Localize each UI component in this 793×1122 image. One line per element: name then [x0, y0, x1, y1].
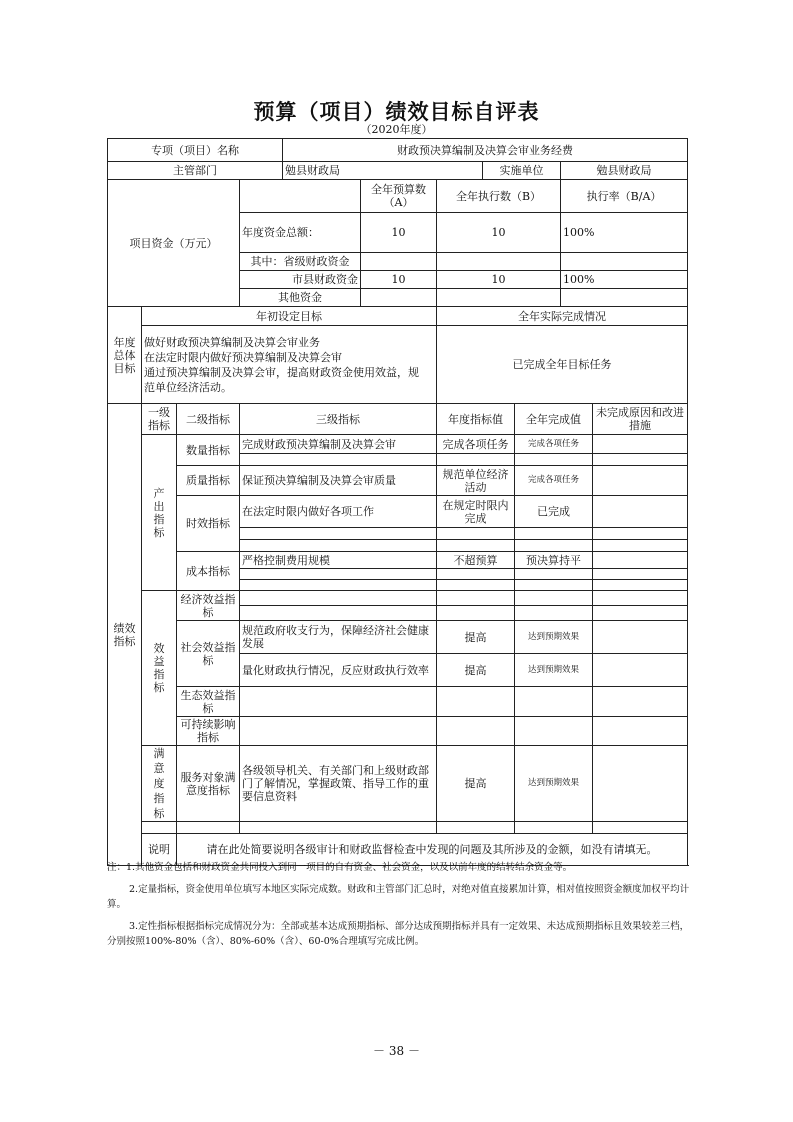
satisfaction-indicator-label: 满意度指标	[142, 746, 177, 822]
footnote: 3.定性指标根据指标完成情况分为：全部或基本达成预期指标、部分达成预期指标并具有一定效果、未达成预期指标且效果较差三档，分别按照100%-80%（含）、80%-60%（含）、60-0%合理填写完成比例。	[107, 921, 690, 947]
footnote: 注：1.其他资金包括和财政资金共同投入到同一项目的自有资金、社会资金，以及以前年度的结转结余资金等。	[107, 862, 573, 873]
dept-value: 勉县财政局	[283, 162, 483, 180]
indicator-target: 不超预算	[437, 552, 515, 569]
indicator-done: 达到预期效果	[515, 621, 593, 654]
table-row	[108, 180, 688, 213]
table-row	[108, 435, 688, 454]
indicator-done: 达到预期效果	[515, 746, 593, 822]
dept-label: 主管部门	[108, 162, 283, 180]
table-row	[108, 552, 688, 569]
indicator-desc: 各级领导机关、有关部门和上级财政部门了解情况，掌握政策、指导工作的重要信息资料	[240, 746, 437, 822]
actual-result-text: 已完成全年目标任务	[437, 326, 688, 404]
table-row	[108, 746, 688, 822]
indicator-target: 提高	[437, 621, 515, 654]
table-row	[108, 326, 688, 404]
goal-line: 通过预决算编制及决算会审，提高财政资金使用效益，规范单位经济活动。	[144, 365, 419, 394]
col-budget: 全年预算数（A）	[361, 180, 437, 213]
project-name-value: 财政预决算编制及决算会审业务经费	[283, 139, 688, 162]
funds-budget-value	[361, 289, 437, 307]
col-reason: 未完成原因和改进措施	[593, 404, 688, 435]
timeliness-indicator: 时效指标	[177, 496, 240, 552]
indicator-done: 完成各项任务	[515, 466, 593, 496]
funds-row-label: 其他资金	[240, 289, 361, 307]
indicator-target: 完成各项任务	[437, 435, 515, 454]
table-row	[108, 466, 688, 496]
output-indicator-label: 产出指标	[142, 435, 177, 591]
indicator-done: 已完成	[515, 496, 593, 528]
indicator-desc: 严格控制费用规模	[240, 552, 437, 569]
annual-goal-label: 年度总体目标	[108, 307, 142, 404]
indicator-desc: 完成财政预决算编制及决算会审	[240, 435, 437, 454]
economic-indicator: 经济效益指标	[177, 591, 240, 621]
social-indicator: 社会效益指标	[177, 621, 240, 687]
funds-rate-value: 100%	[561, 271, 688, 289]
col-exec: 全年执行数（B）	[437, 180, 561, 213]
service-satisfaction-indicator: 服务对象满意度指标	[177, 746, 240, 822]
impl-value: 勉县财政局	[561, 162, 688, 180]
funds-label: 项目资金（万元）	[108, 180, 240, 307]
initial-goal-header: 年初设定目标	[142, 307, 437, 326]
funds-exec-value	[437, 289, 561, 307]
cost-indicator: 成本指标	[177, 552, 240, 591]
col-level1: 一级指标	[142, 404, 177, 435]
indicator-desc: 保证预决算编制及决算会审质量	[240, 466, 437, 496]
indicator-target: 提高	[437, 654, 515, 687]
goal-line: 在法定时限内做好预决算编制及决算会审	[144, 350, 342, 364]
funds-rate-value: 100%	[561, 213, 688, 253]
indicator-target: 提高	[437, 746, 515, 822]
explain-text: 请在此处简要说明各级审计和财政监督检查中发现的问题及其所涉及的金额，如没有请填无。	[177, 834, 688, 866]
table-row	[108, 162, 688, 180]
table-row	[108, 717, 688, 746]
funds-exec-value: 10	[437, 271, 561, 289]
indicator-done: 预决算持平	[515, 552, 593, 569]
effect-indicator-label: 效益指标	[142, 591, 177, 746]
page-title: 预算（项目）绩效目标自评表	[253, 99, 540, 124]
col-rate: 执行率（B/A）	[561, 180, 688, 213]
table-row	[108, 404, 688, 435]
page-number: － 38 －	[373, 1044, 420, 1058]
indicator-target: 在规定时限内完成	[437, 496, 515, 528]
col-level3: 三级指标	[240, 404, 437, 435]
indicator-desc: 在法定时限内做好各项工作	[240, 496, 437, 528]
funds-exec-value	[437, 253, 561, 271]
quality-indicator: 质量指标	[177, 466, 240, 496]
sustainable-indicator: 可持续影响指标	[177, 717, 240, 746]
table-row	[108, 591, 688, 606]
col-level2: 二级指标	[177, 404, 240, 435]
funds-budget-value: 10	[361, 213, 437, 253]
indicator-target: 规范单位经济活动	[437, 466, 515, 496]
table-row	[108, 621, 688, 654]
initial-goal-text	[142, 326, 437, 404]
indicator-done: 完成各项任务	[515, 435, 593, 454]
funds-row-label: 年度资金总额：	[240, 213, 361, 253]
table-row	[108, 822, 688, 834]
self-evaluation-table	[107, 138, 688, 866]
funds-exec-value: 10	[437, 213, 561, 253]
funds-rate-value	[561, 289, 688, 307]
impl-label: 实施单位	[483, 162, 561, 180]
col-annual-done: 全年完成值	[515, 404, 593, 435]
table-row	[108, 139, 688, 162]
ecological-indicator: 生态效益指标	[177, 687, 240, 717]
indicator-done: 达到预期效果	[515, 654, 593, 687]
goal-line: 做好财政预决算编制及决算会审业务	[144, 335, 320, 349]
funds-rate-value	[561, 253, 688, 271]
explain-label: 说明	[142, 834, 177, 866]
quantity-indicator: 数量指标	[177, 435, 240, 466]
table-row	[108, 687, 688, 717]
funds-budget-value: 10	[361, 271, 437, 289]
page-subtitle: （2020年度）	[360, 123, 433, 136]
col-annual-target: 年度指标值	[437, 404, 515, 435]
funds-row-label: 其中：省级财政资金	[240, 253, 361, 271]
table-row	[108, 307, 688, 326]
funds-row-label: 市县财政资金	[240, 271, 361, 289]
indicator-desc: 量化财政执行情况，反应财政执行效率	[240, 654, 437, 687]
table-row	[108, 496, 688, 528]
indicator-desc: 规范政府收支行为，保障经济社会健康发展	[240, 621, 437, 654]
project-name-label: 专项（项目）名称	[108, 139, 283, 162]
funds-budget-value	[361, 253, 437, 271]
footnote: 2.定量指标，资金使用单位填写本地区实际完成数。财政和主管部门汇总时，对绝对值直接累加计算，相对值按照资金额度加权平均计算。	[107, 884, 690, 910]
actual-result-header: 全年实际完成情况	[437, 307, 688, 326]
perf-indicator-label: 绩效指标	[108, 404, 142, 866]
